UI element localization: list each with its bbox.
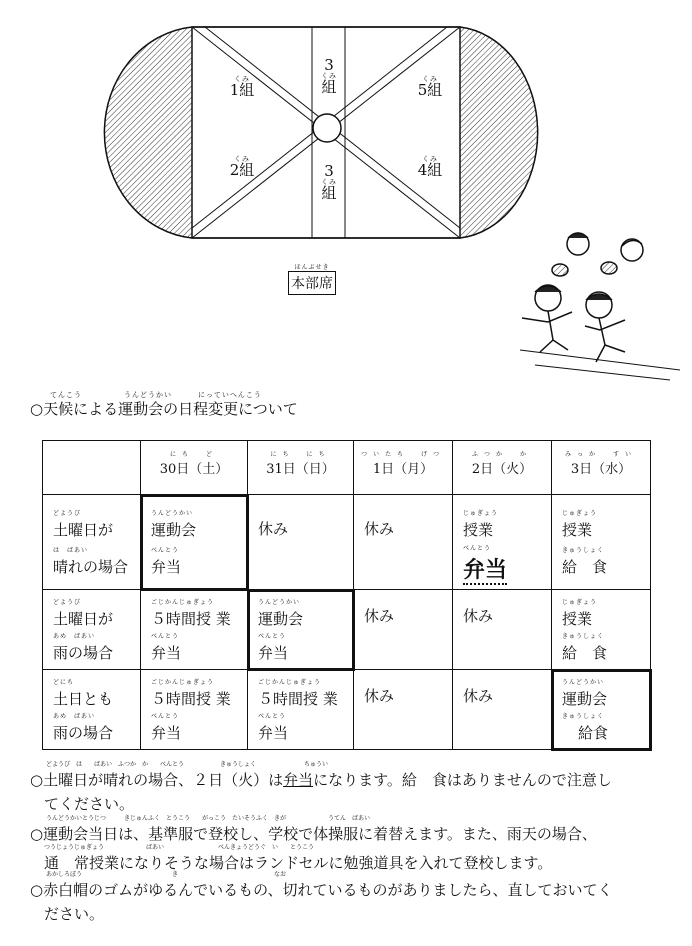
table-corner <box>43 441 141 495</box>
row-label: どようび 土曜日が は ばあい 晴れの場合 <box>43 495 141 590</box>
header-cell: ついたち げつ 1日（月） <box>354 441 453 495</box>
schedule-cell: 休み <box>248 495 354 590</box>
track-right-hatch <box>460 27 538 238</box>
header-cell: にち にち 31日（日） <box>248 441 354 495</box>
header-cell: にち ど 30日（土） <box>141 441 248 495</box>
schedule-cell: 休み <box>354 590 453 670</box>
header-cell: みっか すい 3日（水） <box>552 441 651 495</box>
note-2: うんどうかいとうじつ きじゅんふく とうこう がっこう たいそうふく きが うてん ばあい ○運動会当日は、基準服で登校し、学校で体操服に着替えます。また、雨天の場合、 つうじょうじゅぎょう ばあい べんきょうどうぐ い とうこう 通 常授業になりそうな場合はランドセルに勉強道具を入れて登校します。 <box>30 815 597 872</box>
group-4-label: くみ 4組 <box>417 155 443 179</box>
schedule-cell: じゅぎょう 授業 きゅうしょく 給 食 <box>552 590 651 670</box>
header-cell: ふつか か 2日（火） <box>453 441 552 495</box>
kids-illustration <box>520 233 680 380</box>
group-3-top-label: 3 くみ 組 <box>321 56 337 96</box>
schedule-cell: 休み <box>453 590 552 670</box>
group-5-label: くみ 5組 <box>417 75 443 99</box>
schedule-cell: うんどうかい 運動会 べんとう 弁当 <box>248 590 354 670</box>
group-3-bottom-label: 3 くみ 組 <box>321 162 337 202</box>
track-left-hatch <box>104 27 192 238</box>
row-label: どにち 土日とも あめ ばあい 雨の場合 <box>43 670 141 750</box>
note-3: あかしろぼう き なお ○赤白帽のゴムがゆるんでいるもの、切れているものがありましたら、直しておいてく ださい。 <box>30 871 613 923</box>
schedule-heading: てんこう うんどうかい にっていへんこう ○天候による運動会の日程変更について <box>30 391 298 418</box>
table-row <box>43 670 651 750</box>
group-2-label: くみ 2組 <box>229 155 255 179</box>
schedule-cell: じゅぎょう 授業 きゅうしょく 給 食 <box>552 495 651 590</box>
table-row <box>43 590 651 670</box>
schedule-cell: うんどうかい 運動会 べんとう 弁当 <box>141 495 248 590</box>
schedule-cell: じゅぎょう 授業 べんとう 弁当 <box>453 495 552 590</box>
row-label: どようび 土曜日が あめ ばあい 雨の場合 <box>43 590 141 670</box>
schedule-cell: ごじかんじゅぎょう ５時間授 業 べんとう 弁当 <box>141 670 248 750</box>
center-circle <box>313 114 341 142</box>
group-1-label: くみ 1組 <box>229 75 255 99</box>
note-1: どようび は ばあい ふつか か べんとう きゅうしょく ちゅうい ○土曜日が晴れの場合、２日（火）は弁当になります。給 食はありませんので注意し てください。 <box>30 761 612 813</box>
schedule-cell: ごじかんじゅぎょう ５時間授 業 べんとう 弁当 <box>248 670 354 750</box>
schedule-cell: 休み <box>453 670 552 750</box>
table-row <box>43 495 651 590</box>
schedule-cell: 休み <box>354 495 453 590</box>
bento-emphasis: 弁当 <box>463 558 508 583</box>
honbu-seat-label: ほんぶせき 本部席 <box>286 262 338 295</box>
schedule-cell: 休み <box>354 670 453 750</box>
table-header-row <box>43 441 651 495</box>
schedule-cell: ごじかんじゅぎょう ５時間授 業 べんとう 弁当 <box>141 590 248 670</box>
field-diagram <box>0 0 692 400</box>
schedule-table <box>42 440 651 750</box>
schedule-cell: うんどうかい 運動会 きゅうしょく 給食 <box>552 670 651 750</box>
